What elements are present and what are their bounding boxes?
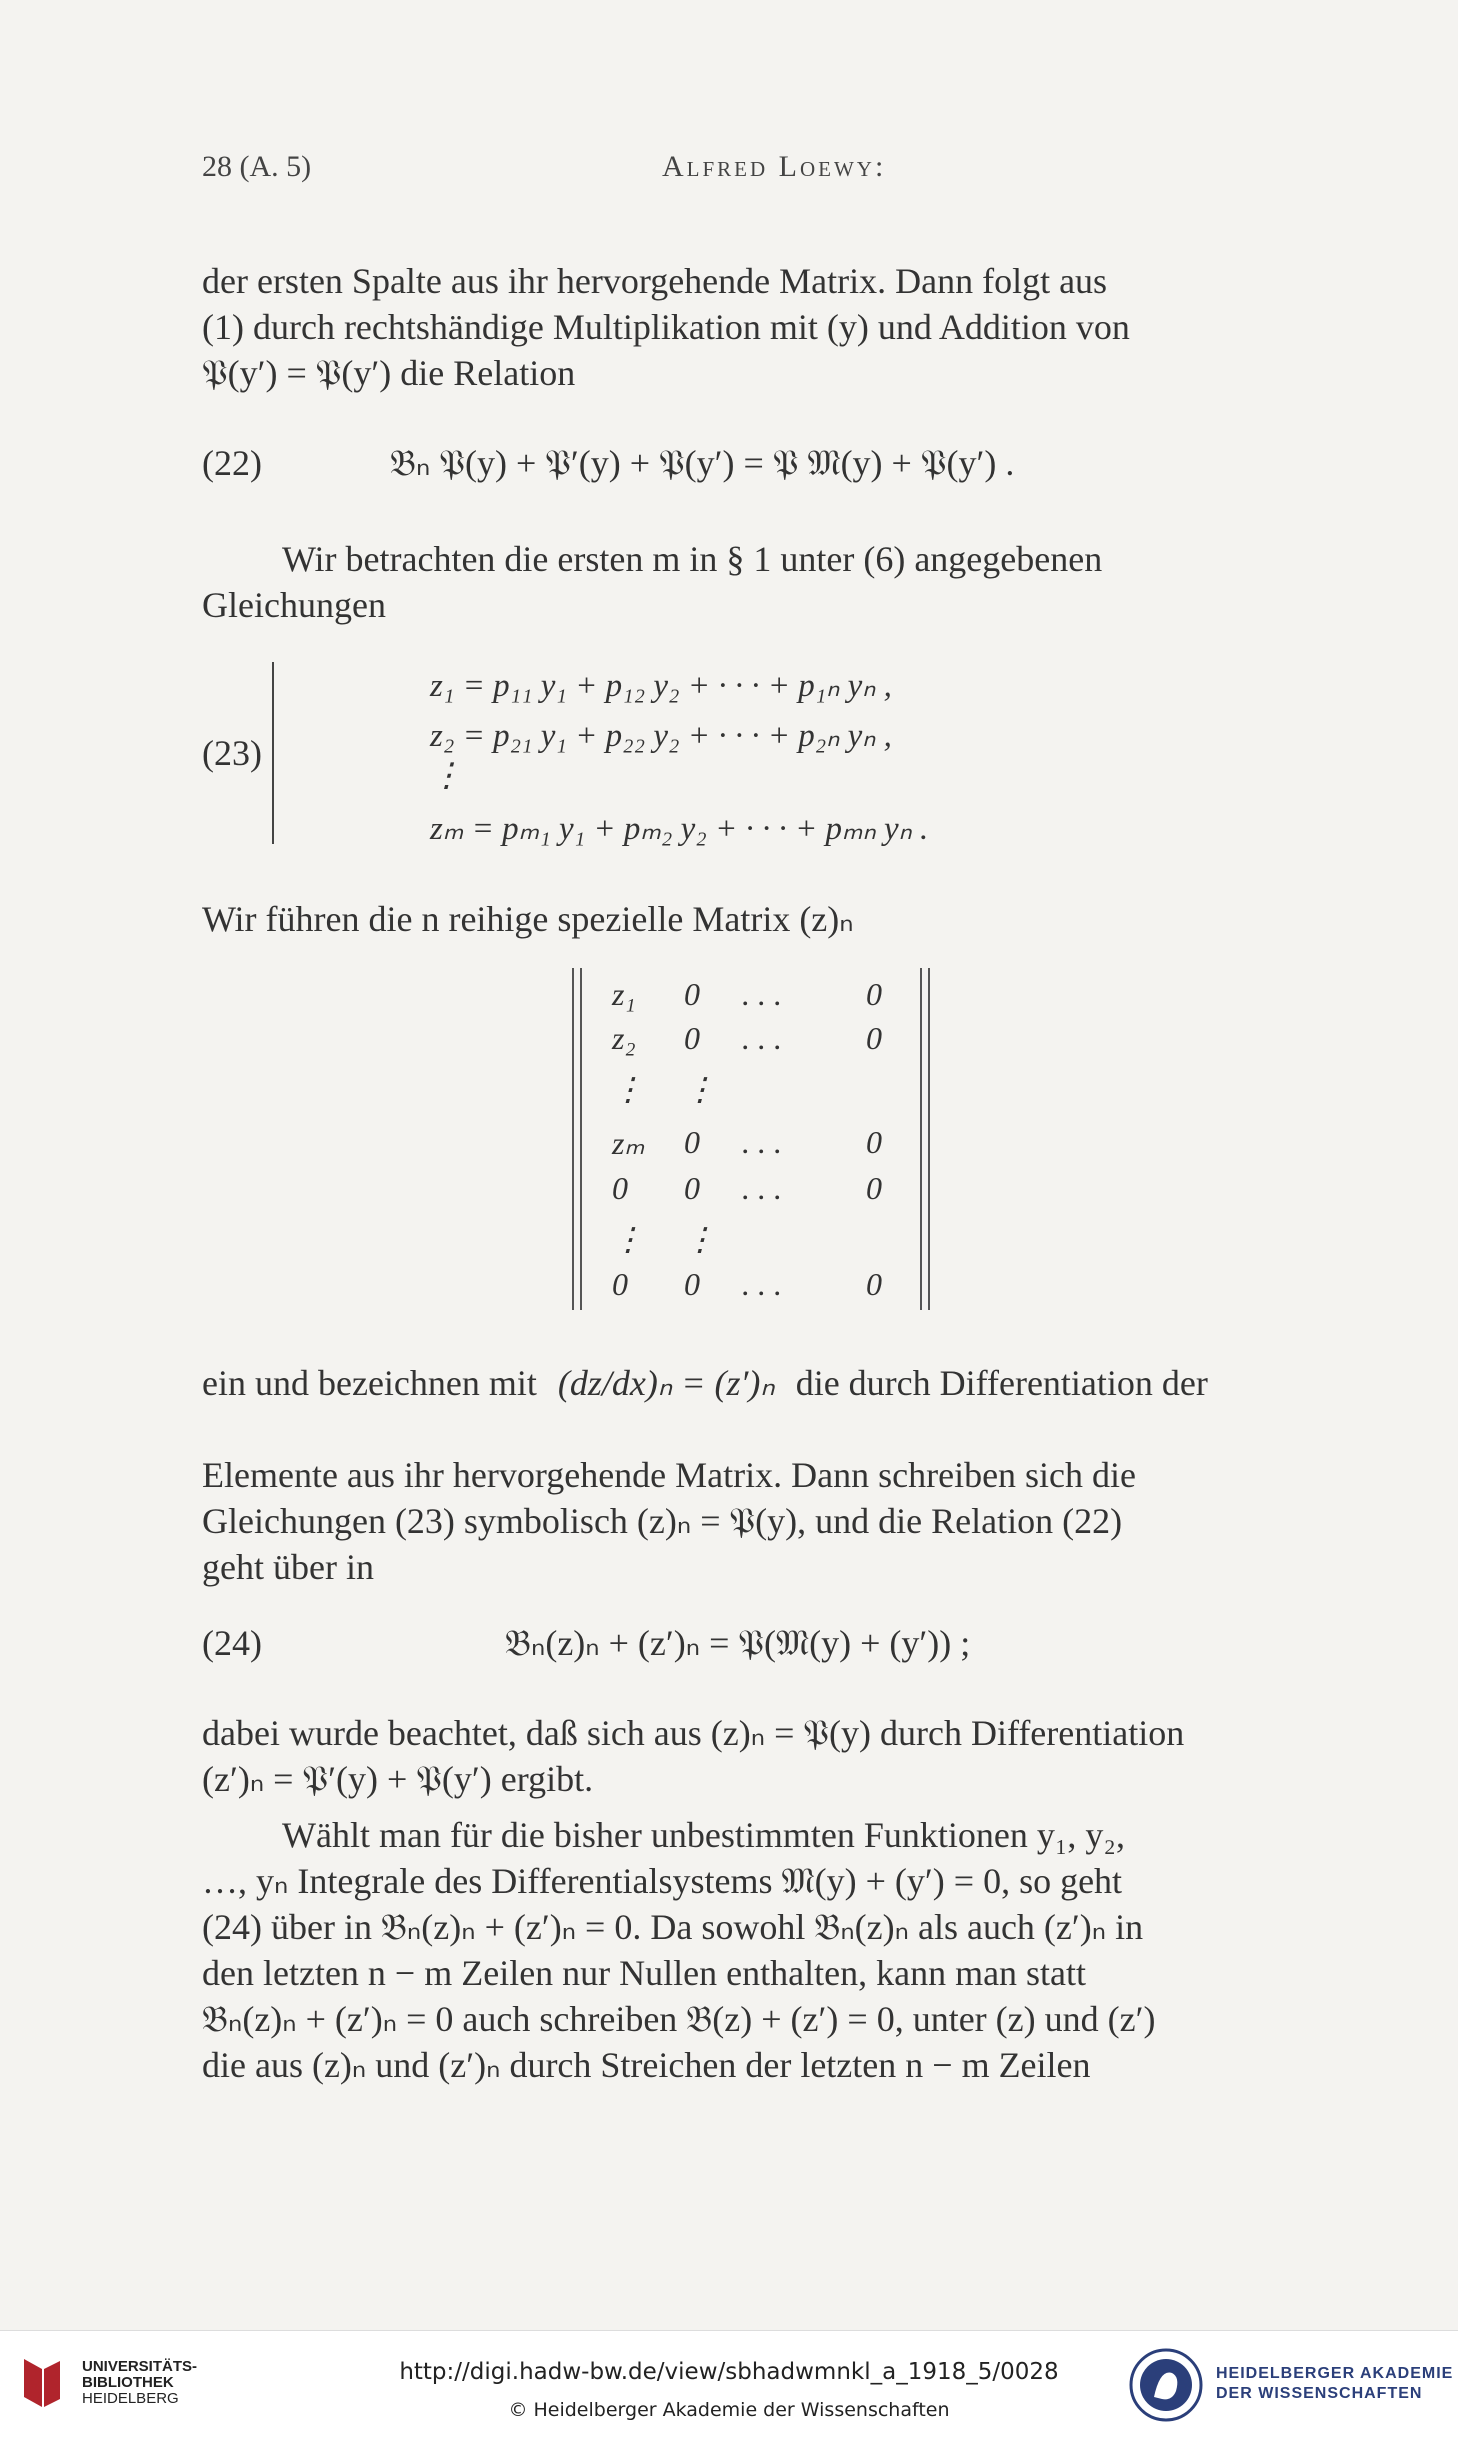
matrix-cell: 0 bbox=[612, 1266, 628, 1302]
paragraph-6 bbox=[202, 1812, 1308, 2088]
equation-label-23: (23) bbox=[202, 733, 262, 773]
matrix-cell: 0 bbox=[866, 976, 882, 1012]
matrix-cell: z₁ bbox=[612, 976, 636, 1012]
matrix-cell: 0 bbox=[684, 1266, 700, 1302]
system-row-2: z₂ = p₂₁ y₁ + p₂₂ y₂ + · · · + p₂ₙ yₙ , bbox=[430, 718, 892, 754]
text-line: die aus (z)ₙ und (z′)ₙ durch Streichen der letzten n − m Zeilen bbox=[202, 2045, 1091, 2085]
text-line: (24) über in 𝔅ₙ(z)ₙ + (z′)ₙ = 0. Da sowohl 𝔅ₙ(z)ₙ als auch (z′)ₙ in bbox=[202, 1907, 1144, 1947]
matrix-bar-right-inner bbox=[920, 968, 922, 1310]
text-line: der ersten Spalte aus ihr hervorgehende Matrix. Dann folgt aus bbox=[202, 261, 1108, 301]
paragraph-3 bbox=[202, 896, 1308, 942]
text-line: Wir führen die n reihige spezielle Matrix (z)ₙ bbox=[202, 899, 854, 939]
text-line: Gleichungen bbox=[202, 585, 386, 625]
text-line: 𝔅ₙ(z)ₙ + (z′)ₙ = 0 auch schreiben 𝔅(z) + (z′) = 0, unter (z) und (z′) bbox=[202, 1999, 1156, 2039]
derivative-expression: (dz/dx)ₙ = (z′)ₙ bbox=[557, 1363, 775, 1403]
equation-22: 𝔅ₙ 𝔓(y) + 𝔓′(y) + 𝔓(y′) = 𝔓 𝔐(y) + 𝔓(y′) . bbox=[390, 443, 1015, 483]
text-line: (1) durch rechtshändige Multiplikation mit (y) und Addition von bbox=[202, 307, 1130, 347]
matrix-cell: . . . bbox=[742, 1170, 782, 1206]
text-line: …, yₙ Integrale des Differentialsystems 𝔐(y) + (y′) = 0, so geht bbox=[202, 1861, 1123, 1901]
text-line: (z′)ₙ = 𝔓′(y) + 𝔓(y′) ergibt. bbox=[202, 1759, 594, 1799]
equation-label-22: (22) bbox=[202, 443, 262, 483]
text-line: Wählt man für die bisher unbestimmten Funktionen y₁, y₂, bbox=[282, 1815, 1125, 1855]
system-brace bbox=[272, 662, 284, 844]
text-line: Elemente aus ihr hervorgehende Matrix. Dann schreiben sich die bbox=[202, 1455, 1137, 1495]
copyright-notice: © Heidelberger Akademie der Wissenschaften bbox=[508, 2399, 950, 2421]
matrix-cell: z₂ bbox=[612, 1020, 636, 1056]
running-author: Alfred Loewy: bbox=[662, 150, 887, 183]
paragraph-4-line-1 bbox=[202, 1360, 1308, 1430]
matrix-cell: 0 bbox=[684, 1170, 700, 1206]
matrix-cell: 0 bbox=[866, 1170, 882, 1206]
matrix-bar-left-inner bbox=[580, 968, 582, 1310]
matrix-cell: 0 bbox=[866, 1020, 882, 1056]
text-line: 𝔓(y′) = 𝔓(y′) die Relation bbox=[202, 353, 576, 393]
paragraph-2 bbox=[202, 536, 1308, 628]
matrix-cell: zₘ bbox=[612, 1125, 645, 1161]
matrix-cell: 0 bbox=[684, 1124, 700, 1160]
viewer-footer bbox=[0, 2330, 1458, 2438]
library-name-line: HEIDELBERG bbox=[82, 2390, 179, 2407]
matrix-cell: . . . bbox=[742, 1266, 782, 1302]
equation-24: 𝔅ₙ(z)ₙ + (z′)ₙ = 𝔓(𝔐(y) + (y′)) ; bbox=[505, 1623, 971, 1663]
paragraph-4 bbox=[202, 1452, 1308, 1590]
permalink-url[interactable]: http://digi.hadw-bw.de/view/sbhadwmnkl_a_1918_5/0028 bbox=[399, 2359, 1059, 2385]
system-row-m: zₘ = pₘ₁ y₁ + pₘ₂ y₂ + · · · + pₘₙ yₙ . bbox=[430, 811, 929, 847]
matrix-cell: . . . bbox=[742, 976, 782, 1012]
matrix-cell: 0 bbox=[684, 976, 700, 1012]
text-line: den letzten n − m Zeilen nur Nullen enthalten, kann man statt bbox=[202, 1953, 1087, 1993]
special-matrix bbox=[572, 968, 930, 1310]
matrix-cell: 0 bbox=[684, 1020, 700, 1056]
academy-name-line: DER WISSENSCHAFTEN bbox=[1216, 2385, 1423, 2402]
matrix-cell: ⋮ bbox=[684, 1071, 716, 1107]
matrix-cell: ⋮ bbox=[684, 1221, 716, 1257]
paragraph-5 bbox=[202, 1710, 1308, 1802]
paragraph-1 bbox=[202, 258, 1308, 396]
text-fragment: die durch Differentiation der bbox=[795, 1363, 1208, 1403]
matrix-cell: ⋮ bbox=[612, 1071, 644, 1107]
system-row-1: z₁ = p₁₁ y₁ + p₁₂ y₂ + · · · + p₁ₙ yₙ , bbox=[430, 668, 892, 704]
matrix-cell: . . . bbox=[742, 1020, 782, 1056]
page-number: 28 (A. 5) bbox=[202, 150, 312, 183]
library-name-line: UNIVERSITÄTS- bbox=[82, 2358, 198, 2375]
text-line: geht über in bbox=[202, 1547, 374, 1587]
text-line: Gleichungen (23) symbolisch (z)ₙ = 𝔓(y), und die Relation (22) bbox=[202, 1501, 1123, 1541]
matrix-cell: 0 bbox=[866, 1266, 882, 1302]
matrix-cell: ⋮ bbox=[612, 1221, 644, 1257]
matrix-bar-left bbox=[572, 968, 574, 1310]
academy-name bbox=[1216, 2364, 1453, 2404]
equation-label-24: (24) bbox=[202, 1623, 262, 1663]
matrix-cell: . . . bbox=[742, 1124, 782, 1160]
matrix-cell: 0 bbox=[866, 1124, 882, 1160]
matrix-bar-right bbox=[928, 968, 930, 1310]
text-fragment: ein und bezeichnen mit bbox=[202, 1363, 537, 1403]
academy-seal-icon bbox=[1128, 2347, 1204, 2423]
system-row-ellipsis: ⋮ bbox=[430, 758, 463, 794]
text-line: dabei wurde beachtet, daß sich aus (z)ₙ = 𝔓(y) durch Differentiation bbox=[202, 1713, 1185, 1753]
library-name-line: BIBLIOTHEK bbox=[82, 2374, 174, 2391]
text-line: Wir betrachten die ersten m in § 1 unter (6) angegebenen bbox=[282, 539, 1103, 579]
academy-name-line: HEIDELBERGER AKADEMIE bbox=[1216, 2365, 1454, 2382]
matrix-cell: 0 bbox=[612, 1170, 628, 1206]
